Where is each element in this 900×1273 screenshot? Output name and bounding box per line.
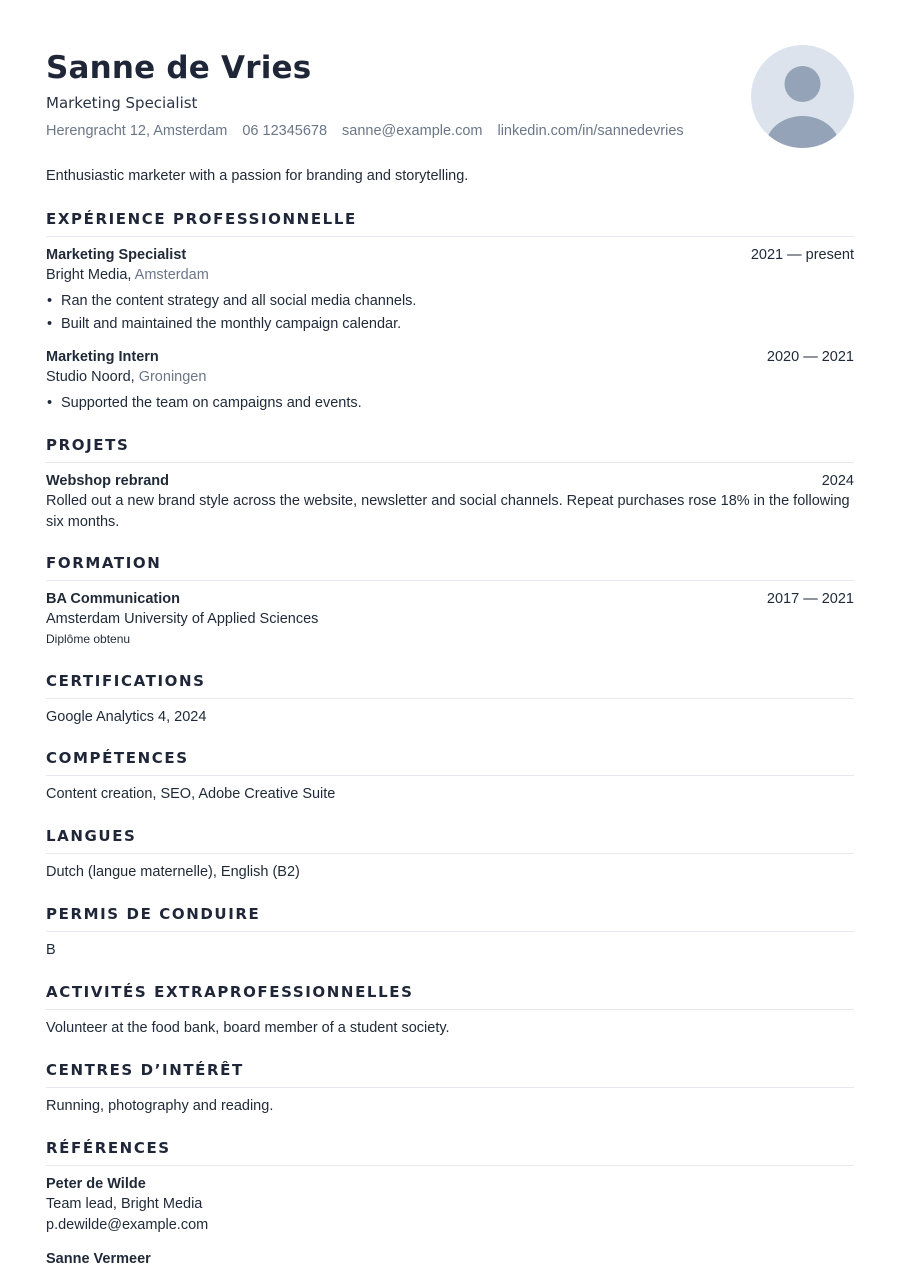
project-year: 2024 xyxy=(821,473,854,489)
reference-email: p.dewilde@example.com xyxy=(46,1217,209,1233)
entry-company: Bright Media xyxy=(46,267,128,283)
entry-dates: 2020 — 2021 xyxy=(766,349,854,365)
entry-bullets xyxy=(46,392,854,415)
license-text: B xyxy=(46,942,56,958)
section-projects xyxy=(46,436,854,533)
skills-text: Content creation, SEO, Adobe Creative Suite xyxy=(46,786,336,802)
resume-header xyxy=(46,0,854,184)
section-driving-license xyxy=(46,905,854,961)
section-title: FORMATION xyxy=(46,554,854,581)
education-school: Amsterdam University of Applied Sciences xyxy=(46,611,319,627)
contact-linkedin: linkedin.com/in/sannedevries xyxy=(497,123,684,139)
project-name: Webshop rebrand xyxy=(46,473,169,489)
profile-summary: Enthusiastic marketer with a passion for branding and storytelling. xyxy=(46,168,469,184)
section-certifications xyxy=(46,672,854,728)
experience-entry xyxy=(46,347,854,415)
section-title: CENTRES D’INTÉRÊT xyxy=(46,1061,854,1088)
section-title: COMPÉTENCES xyxy=(46,749,854,776)
entry-location: Amsterdam xyxy=(134,267,209,283)
project-entry xyxy=(46,471,854,533)
certifications-text: Google Analytics 4, 2024 xyxy=(46,709,207,725)
section-activities xyxy=(46,983,854,1039)
bullet-item: • Supported the team on campaigns and events. xyxy=(46,392,854,415)
section-experience xyxy=(46,210,854,415)
section-title: PROJETS xyxy=(46,436,854,463)
section-education xyxy=(46,554,854,648)
entry-dates: 2021 — present xyxy=(750,247,854,263)
candidate-title: Marketing Specialist xyxy=(46,94,198,112)
reference-name: Sanne Vermeer xyxy=(46,1251,151,1267)
section-skills xyxy=(46,749,854,805)
education-degree: BA Communication xyxy=(46,591,180,607)
section-title: LANGUES xyxy=(46,827,854,854)
section-title: PERMIS DE CONDUIRE xyxy=(46,905,854,932)
activities-text: Volunteer at the food bank, board member of a student society. xyxy=(46,1020,450,1036)
entry-role: Marketing Specialist xyxy=(46,247,187,263)
languages-text: Dutch (langue maternelle), English (B2) xyxy=(46,864,300,880)
entry-location: Groningen xyxy=(138,369,207,385)
reference-name: Peter de Wilde xyxy=(46,1176,146,1192)
section-interests xyxy=(46,1061,854,1117)
education-dates: 2017 — 2021 xyxy=(766,591,854,607)
section-title: RÉFÉRENCES xyxy=(46,1139,854,1166)
education-entry xyxy=(46,589,854,648)
experience-entry xyxy=(46,245,854,336)
section-references xyxy=(46,1139,854,1269)
section-title: EXPÉRIENCE PROFESSIONNELLE xyxy=(46,210,854,237)
contact-phone: 06 12345678 xyxy=(242,123,328,139)
section-title: ACTIVITÉS EXTRAPROFESSIONNELLES xyxy=(46,983,854,1010)
section-title: CERTIFICATIONS xyxy=(46,672,854,699)
avatar xyxy=(751,45,854,148)
entry-company-line: Bright Media, Amsterdam xyxy=(46,267,209,283)
entry-bullets xyxy=(46,290,854,336)
contact-address: Herengracht 12, Amsterdam xyxy=(46,123,228,139)
bullet-item: • Ran the content strategy and all social media channels. xyxy=(46,290,854,313)
project-description: Rolled out a new brand style across the website, newsletter and social channels. Repeat purchases rose 18% in the following six months. xyxy=(46,493,850,530)
entry-role: Marketing Intern xyxy=(46,349,159,365)
bullet-item: • Built and maintained the monthly campaign calendar. xyxy=(46,313,854,336)
reference-role: Team lead, Bright Media xyxy=(46,1196,203,1212)
candidate-name: Sanne de Vries xyxy=(46,50,312,86)
contact-line xyxy=(46,123,684,139)
education-status: Diplôme obtenu xyxy=(46,632,131,646)
entry-company-line: Studio Noord, Groningen xyxy=(46,369,207,385)
interests-text: Running, photography and reading. xyxy=(46,1098,274,1114)
entry-company: Studio Noord xyxy=(46,369,131,385)
avatar-placeholder-icon xyxy=(751,45,854,148)
reference-entry xyxy=(46,1249,854,1269)
section-languages xyxy=(46,827,854,883)
reference-entry xyxy=(46,1174,854,1236)
contact-email: sanne@example.com xyxy=(342,123,483,139)
